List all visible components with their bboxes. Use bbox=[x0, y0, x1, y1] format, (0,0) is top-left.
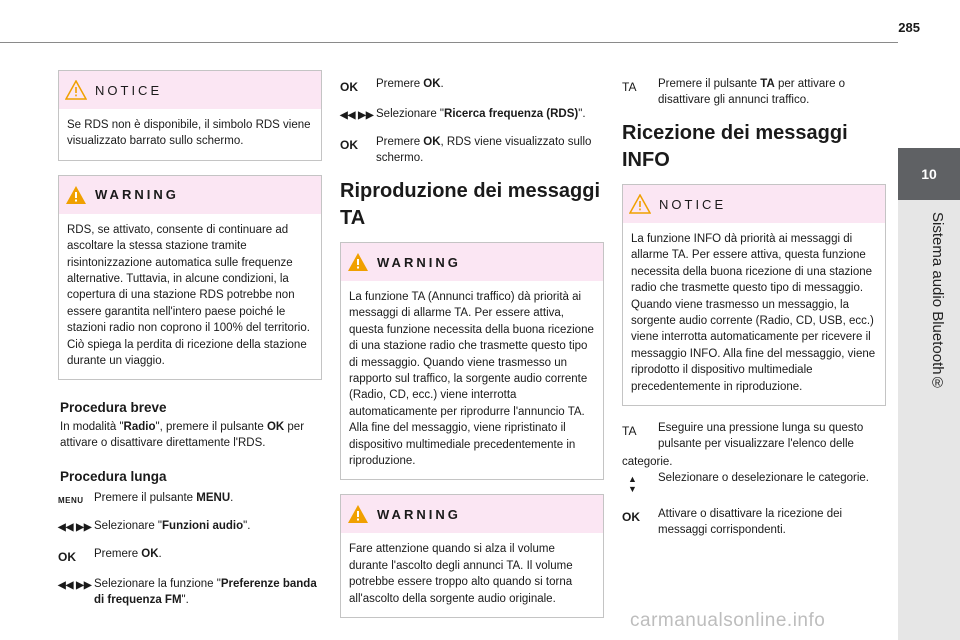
short-text-a: In modalità " bbox=[60, 421, 124, 434]
short-procedure-text bbox=[60, 419, 322, 451]
warning-title: WARNING bbox=[95, 187, 179, 203]
column-right bbox=[622, 70, 886, 550]
ok-button-icon: OK bbox=[622, 510, 640, 525]
long-procedure-title: Procedura lunga bbox=[60, 469, 167, 485]
ok-button-icon: OK bbox=[58, 550, 76, 565]
warning-header bbox=[341, 495, 603, 533]
chapter-tab bbox=[898, 148, 960, 200]
chapter-number: 10 bbox=[921, 166, 937, 182]
step-ta-long-continued: categorie. bbox=[622, 456, 673, 469]
notice-box bbox=[622, 184, 886, 406]
notice-text: Se RDS non è disponibile, il simbolo RDS viene visualizzato barrato sullo schermo. bbox=[67, 119, 311, 148]
step-ok bbox=[340, 76, 604, 94]
short-text-b: ", premere il pulsante bbox=[155, 421, 267, 434]
step-text: Selezionare o deselezionare le categorie. bbox=[658, 472, 869, 485]
notice-icon bbox=[65, 80, 87, 100]
notice-text: La funzione INFO dà priorità ai messaggi di allarme TA. Per essere attiva, questa funzione necessita della buona ricezione di una stazione radio che trasmette questo tipo di messaggio. Quando viene trasmesso un messaggio, la sorgente audio corrente (Radio, CD, USB, ecc.) viene interrotta automaticamente per ricevere il messaggio INFO. Alla fine del messaggio, viene riprodotto il dispositivo multimediale precedentemente in riproduzione. bbox=[631, 233, 876, 393]
step-text: Selezionare la funzione "Preferenze banda di frequenza FM". bbox=[94, 578, 317, 607]
top-rule bbox=[0, 42, 898, 43]
warning-box bbox=[340, 494, 604, 618]
notice-box bbox=[58, 70, 322, 161]
ta-button-icon: TA bbox=[622, 80, 637, 94]
ok-button-icon: OK bbox=[340, 80, 358, 94]
warning-header bbox=[341, 243, 603, 281]
warning-box bbox=[340, 242, 604, 480]
notice-title: NOTICE bbox=[95, 82, 163, 98]
notice-header bbox=[623, 185, 885, 223]
step-ok-info bbox=[622, 506, 886, 538]
notice-header bbox=[59, 71, 321, 109]
up-down-arrows-icon: ▲ ▼ bbox=[628, 474, 637, 495]
step-select-fm bbox=[58, 576, 322, 608]
step-text: Selezionare "Ricerca frequenza (RDS)". bbox=[376, 108, 586, 120]
notice-title: NOTICE bbox=[659, 196, 727, 212]
notice-icon bbox=[629, 194, 651, 214]
warning-icon bbox=[347, 252, 369, 272]
step-text: Premere OK, RDS viene visualizzato sullo schermo. bbox=[376, 136, 592, 164]
page-number: 285 bbox=[898, 20, 920, 35]
warning-icon bbox=[347, 504, 369, 524]
warning-title: WARNING bbox=[377, 254, 461, 270]
step-select-categories bbox=[622, 470, 886, 494]
step-ta bbox=[622, 76, 886, 108]
short-text-ok: OK bbox=[266, 421, 285, 434]
step-text: Eseguire una pressione lunga su questo pulsante per visualizzare l'elenco delle bbox=[658, 422, 864, 451]
warning-box bbox=[58, 175, 322, 381]
column-middle bbox=[340, 70, 604, 632]
short-procedure-title: Procedura breve bbox=[60, 400, 167, 416]
column-left bbox=[58, 70, 322, 620]
short-text-radio: Radio bbox=[123, 421, 156, 434]
step-ta-long bbox=[622, 420, 886, 452]
left-right-arrows-icon: ◀◀ ▶▶ bbox=[58, 580, 92, 592]
warning-text: La funzione TA (Annunci traffico) dà priorità ai messaggi di allarme TA. Per essere attiva, questa funzione necessita della buona ricezione di una stazione radio che trasmette questo tipo di messaggio. Quando viene trasmesso un rapporto sul traffico, la sorgente audio corrente (Radio, CD, ecc.) viene interrotta automaticamente per riprodurre l'annuncio TA. Alla fine del messaggio, viene ripristinato il dispositivo multimediale precedentemente in riproduzione. bbox=[349, 291, 594, 468]
warning-title: WARNING bbox=[377, 506, 461, 522]
left-right-arrows-icon: ◀◀ ▶▶ bbox=[340, 110, 374, 121]
step-ok bbox=[58, 546, 322, 564]
footer-watermark: carmanualsonline.info bbox=[630, 610, 826, 631]
chapter-title: Sistema audio Bluetooth® bbox=[929, 212, 946, 392]
info-heading: Ricezione dei messaggi INFO bbox=[622, 122, 848, 171]
step-select-rds bbox=[340, 106, 604, 122]
step-text: Premere OK. bbox=[376, 78, 444, 90]
warning-text: Fare attenzione quando si alza il volume durante l'ascolto degli annunci TA. Il volume potrebbe essere troppo alto quando si torna all'ascolto della sorgente audio originale. bbox=[349, 543, 573, 605]
ok-button-icon: OK bbox=[340, 138, 358, 152]
ta-heading: Riproduzione dei messaggi TA bbox=[340, 180, 601, 229]
step-text: Premere il pulsante MENU. bbox=[94, 492, 234, 505]
warning-header bbox=[59, 176, 321, 214]
step-select-audio bbox=[58, 518, 322, 534]
left-right-arrows-icon: ◀◀ ▶▶ bbox=[58, 522, 92, 534]
step-text: Selezionare "Funzioni audio". bbox=[94, 520, 251, 533]
step-text: Attivare o disattivare la ricezione dei messaggi corrispondenti. bbox=[658, 508, 843, 537]
step-menu bbox=[58, 490, 322, 506]
step-ok-rds bbox=[340, 134, 604, 166]
step-text: Premere OK. bbox=[94, 548, 162, 561]
step-text: Premere il pulsante TA per attivare o disattivare gli annunci traffico. bbox=[658, 78, 846, 106]
warning-icon bbox=[65, 185, 87, 205]
short-text-c: per attivare o disattivare direttamente l'RDS. bbox=[60, 421, 305, 450]
menu-button-icon: MENU bbox=[58, 496, 84, 506]
ta-button-icon: TA bbox=[622, 424, 637, 439]
warning-text: RDS, se attivato, consente di continuare ad ascoltare la stessa stazione tramite risintonizzazione automatica sulle frequenze alternative. Tuttavia, in alcune condizioni, la copertura di una stazione RDS potrebbe non essere garantita nell'intero paese poiché le stazioni radio non coprono il 100% del territorio. Ciò spiega la perdita di ricezione della stazione durante un viaggio. bbox=[67, 223, 310, 368]
